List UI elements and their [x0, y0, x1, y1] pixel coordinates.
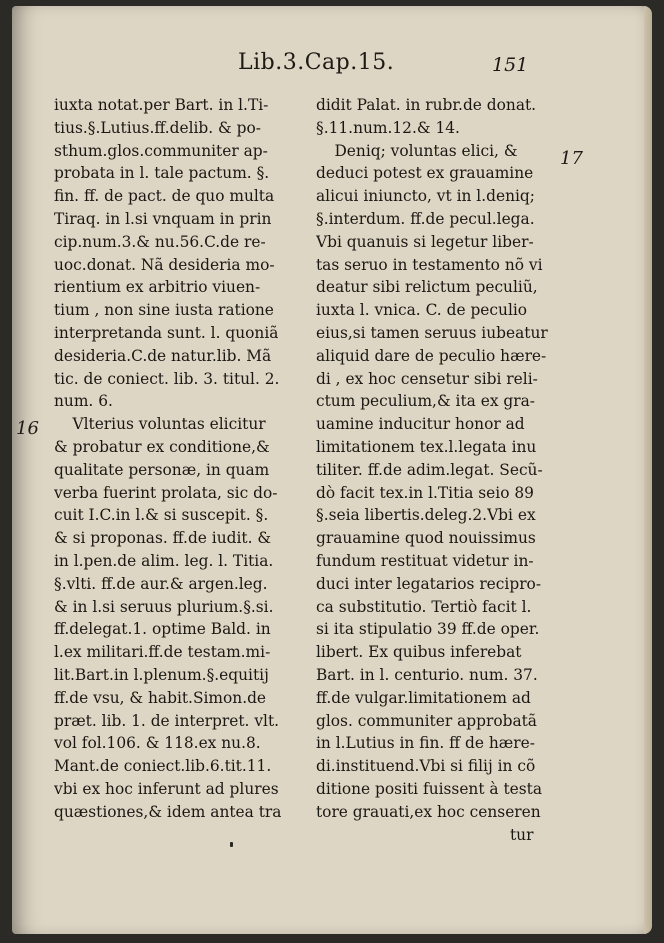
text-line: & in l.si seruus plurium.§.si.	[54, 597, 274, 616]
text-line: interpretanda sunt. l. quoniã	[54, 323, 279, 342]
book-page	[12, 6, 652, 934]
text-line: Mant.de coniect.lib.6.tit.11.	[54, 757, 272, 776]
text-line: l.ex militari.ff.de testam.mi-	[54, 643, 271, 662]
text-line: di.instituend.Vbi si filij in cõ	[316, 757, 536, 776]
text-line: & probatur ex conditione,&	[54, 437, 270, 456]
text-line: alicui iniuncto, vt in l.deniq;	[316, 187, 535, 206]
text-line: rientium ex arbitrio viuen-	[54, 278, 261, 297]
text-line: num. 6.	[54, 392, 113, 411]
page-header	[12, 50, 652, 80]
text-line: §.seia libertis.deleg.2.Vbi ex	[316, 506, 536, 525]
text-line: verba fuerint prolata, sic do-	[54, 483, 278, 502]
text-line: grauamine quod nouissimus	[316, 529, 536, 548]
text-line: §.interdum. ff.de pecul.lega.	[316, 209, 535, 228]
text-line: uamine inducitur honor ad	[316, 415, 525, 434]
text-line: Vbi quanuis si legetur liber-	[316, 232, 534, 251]
text-line: in l.Lutius in fin. ff de hære-	[316, 734, 535, 753]
text-line: ditione positi fuissent à testa	[316, 779, 543, 798]
text-line: cip.num.3.& nu.56.C.de re-	[54, 232, 266, 251]
text-line: tic. de coniect. lib. 3. titul. 2.	[54, 369, 280, 388]
text-line: desideria.C.de natur.lib. Mã	[54, 346, 272, 365]
text-line: eius,si tamen seruus iubeatur	[316, 323, 548, 342]
text-line: probata in l. tale pactum. §.	[54, 164, 270, 183]
text-line: tius.§.Lutius.ff.delib. & po-	[54, 118, 261, 137]
text-line: qualitate personæ, in quam	[54, 460, 270, 479]
text-line: Deniq; voluntas elici, &	[334, 141, 518, 160]
text-line: Vlterius voluntas elicitur	[72, 415, 266, 434]
text-line: ctum peculium,& ita ex gra-	[316, 392, 535, 411]
text-line: sthum.glos.communiter ap-	[54, 141, 268, 160]
text-line: ca substitutio. Tertiò facit l.	[316, 597, 532, 616]
text-line: limitationem tex.l.legata inu	[316, 437, 537, 456]
text-line: quæstiones,& idem antea tra	[54, 802, 282, 821]
text-line: tium , non sine iusta ratione	[54, 301, 274, 320]
text-line: ff.delegat.1. optime Bald. in	[54, 620, 271, 639]
text-line: in l.pen.de alim. leg. l. Titia.	[54, 551, 274, 570]
signature-mark	[230, 842, 233, 847]
text-line: cuit I.C.in l.& si suscepit. §.	[54, 506, 269, 525]
text-line: aliquid dare de peculio hære-	[316, 346, 547, 365]
text-line: uoc.donat. Nã desideria mo-	[54, 255, 275, 274]
text-line: tore grauati,ex hoc censeren	[316, 802, 541, 821]
text-line: deatur sibi relictum peculiũ,	[316, 278, 538, 297]
text-line: Tiraq. in l.si vnquam in prin	[54, 209, 272, 228]
text-line: & si proponas. ff.de iudit. &	[54, 529, 272, 548]
text-line: libert. Ex quibus inferebat	[316, 643, 522, 662]
text-line: §.vlti. ff.de aur.& argen.leg.	[54, 574, 268, 593]
right-text-column	[316, 94, 560, 824]
text-line: duci inter legatarios recipro-	[316, 574, 542, 593]
text-line: fin. ff. de pact. de quo multa	[54, 187, 275, 206]
text-line: si ita stipulatio 39 ff.de oper.	[316, 620, 540, 639]
text-line: fundum restituat videtur in-	[316, 551, 534, 570]
left-text-column	[54, 94, 302, 824]
catchword: tur	[510, 826, 534, 844]
running-head: Lib.3.Cap.15.	[238, 50, 395, 75]
folio-number: 151	[492, 54, 529, 76]
text-line: ff.de vsu, & habit.Simon.de	[54, 688, 267, 707]
text-line: vbi ex hoc inferunt ad plures	[54, 779, 279, 798]
margin-number-left: 16	[16, 418, 39, 439]
page-edge	[644, 6, 652, 934]
text-line: tas seruo in testamento nõ vi	[316, 255, 543, 274]
text-line: iuxta l. vnica. C. de peculio	[316, 301, 528, 320]
text-line: ff.de vulgar.limitationem ad	[316, 688, 531, 707]
text-line: iuxta notat.per Bart. in l.Ti-	[54, 96, 269, 114]
text-line: dò facit tex.in l.Titia seio 89	[316, 483, 534, 502]
text-line: glos. communiter approbatã	[316, 711, 537, 730]
margin-number-right: 17	[560, 148, 583, 169]
text-line: §.11.num.12.& 14.	[316, 118, 460, 137]
text-line: deduci potest ex grauamine	[316, 164, 534, 183]
text-line: lit.Bart.in l.plenum.§.equitij	[54, 665, 269, 684]
text-line: Bart. in l. centurio. num. 37.	[316, 665, 538, 684]
text-line: tiliter. ff.de adim.legat. Secũ-	[316, 460, 543, 479]
text-line: didit Palat. in rubr.de donat.	[316, 96, 537, 114]
text-line: di , ex hoc censetur sibi reli-	[316, 369, 538, 388]
text-line: præt. lib. 1. de interpret. vlt.	[54, 711, 280, 730]
text-line: vol fol.106. & 118.ex nu.8.	[54, 734, 261, 753]
